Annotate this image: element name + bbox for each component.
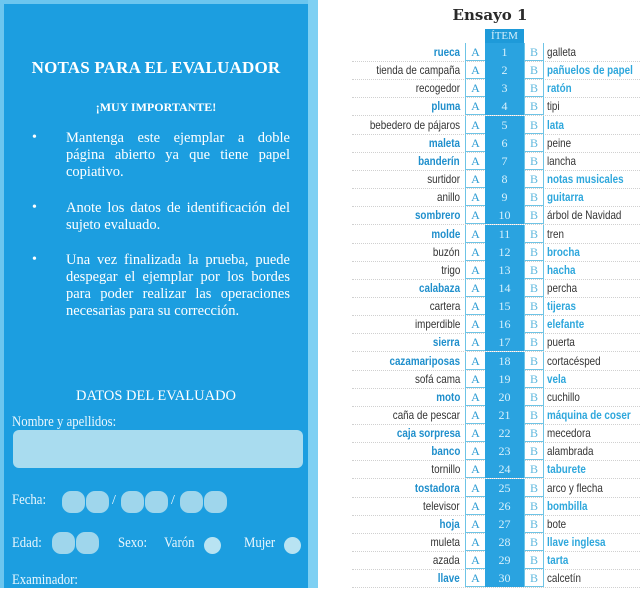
table-row	[352, 79, 640, 98]
date-separator: /	[171, 493, 175, 508]
option-b-word: tarta	[547, 553, 569, 568]
option-b-box[interactable]: B	[524, 333, 544, 351]
option-a-box[interactable]: A	[465, 515, 486, 533]
option-b-box[interactable]: B	[524, 188, 544, 206]
item-number: 4	[485, 97, 524, 115]
option-b-word: hacha	[547, 262, 576, 277]
option-a-word: hoja	[439, 516, 460, 531]
item-number: 7	[485, 152, 524, 170]
option-a-word: rueca	[433, 45, 460, 59]
item-number: 2	[485, 61, 524, 79]
option-b-word: guitarra	[547, 190, 584, 205]
item-number: 15	[485, 297, 524, 315]
evaluator-notes-inner	[4, 4, 308, 588]
option-b-box[interactable]: B	[524, 533, 544, 551]
important-subtitle: ¡MUY IMPORTANTE!	[95, 100, 217, 114]
option-a-word: surtidor	[427, 172, 460, 187]
option-b-box[interactable]: B	[524, 497, 544, 515]
option-b-box[interactable]: B	[524, 460, 544, 478]
examiner-label: Examinador:	[12, 572, 78, 588]
option-b-word: notas musicales	[547, 172, 624, 187]
option-a-box[interactable]: A	[465, 460, 486, 478]
option-a-word: imperdible	[414, 317, 460, 332]
item-number: 17	[485, 333, 524, 351]
option-b-box[interactable]: B	[524, 297, 544, 315]
option-a-word: bebedero de pájaros	[369, 117, 460, 132]
item-number: 16	[485, 315, 524, 333]
note-3: Una vez finalizada la prueba, puede despegar el ejemplar por los bordes para poder realizar las operaciones necesarias para su corrección.	[66, 252, 290, 319]
table-row	[352, 515, 640, 534]
option-b-box[interactable]: B	[524, 261, 544, 279]
table-row	[352, 497, 640, 516]
option-a-box[interactable]: A	[465, 569, 486, 587]
panel-edge	[308, 0, 318, 588]
item-number: 19	[485, 370, 524, 388]
option-a-box[interactable]: A	[465, 370, 486, 388]
option-b-word: taburete	[547, 462, 586, 477]
bullet-icon: •	[32, 252, 37, 267]
bullet-icon: •	[32, 130, 37, 145]
option-a-word: anillo	[437, 190, 460, 205]
option-b-box[interactable]: B	[524, 116, 544, 134]
option-a-box[interactable]: A	[465, 479, 486, 497]
option-b-word: pañuelos de papel	[547, 63, 633, 78]
date-separator: /	[112, 493, 116, 508]
option-a-word: sofá cama	[414, 371, 460, 386]
option-b-word: brocha	[547, 244, 580, 259]
item-number: 9	[485, 188, 524, 206]
table-row	[352, 116, 640, 135]
item-number: 26	[485, 497, 524, 515]
table-row	[352, 279, 640, 298]
option-b-word: cuchillo	[547, 389, 580, 404]
table-row	[352, 261, 640, 280]
option-a-box[interactable]: A	[465, 279, 486, 297]
item-number: 29	[485, 551, 524, 569]
option-b-word: peine	[547, 135, 572, 150]
option-a-word: muleta	[430, 535, 460, 550]
option-b-word: tren	[547, 226, 564, 241]
date-label: Fecha:	[12, 492, 47, 508]
option-b-box[interactable]: B	[524, 152, 544, 170]
item-number: 12	[485, 243, 524, 261]
item-column-header: ÍTEM	[485, 29, 524, 43]
name-field[interactable]	[13, 430, 303, 468]
option-b-word: cortacésped	[547, 353, 601, 368]
option-a-word: sierra	[433, 335, 460, 350]
option-a-box[interactable]: A	[465, 533, 486, 551]
option-b-box[interactable]: B	[524, 43, 544, 61]
option-a-box[interactable]: A	[465, 442, 486, 460]
option-a-word: trigo	[440, 262, 460, 277]
table-row	[352, 170, 640, 189]
note-1: Mantenga este ejemplar a doble página abierto ya que tiene papel copiativo.	[66, 130, 290, 180]
item-number: 13	[485, 261, 524, 279]
table-row	[352, 297, 640, 316]
option-a-box[interactable]: A	[465, 188, 486, 206]
table-row	[352, 61, 640, 80]
option-a-word: maleta	[428, 135, 460, 150]
sex-option-male-label: Varón	[164, 535, 195, 551]
table-row	[352, 152, 640, 171]
option-b-word: mecedora	[547, 426, 591, 441]
option-a-box[interactable]: A	[465, 497, 486, 515]
table-row	[352, 352, 640, 371]
option-a-word: cartera	[429, 299, 460, 314]
option-a-box[interactable]: A	[465, 352, 486, 370]
table-row	[352, 188, 640, 207]
option-a-box[interactable]: A	[465, 225, 486, 243]
option-b-word: árbol de Navidad	[547, 208, 622, 223]
option-b-box[interactable]: B	[524, 569, 544, 587]
option-b-word: galleta	[547, 45, 577, 59]
option-a-box[interactable]: A	[465, 43, 486, 61]
date-year-digit-1[interactable]	[180, 491, 203, 513]
table-row	[352, 424, 640, 443]
option-b-box[interactable]: B	[524, 370, 544, 388]
table-row	[352, 406, 640, 425]
sex-female-radio[interactable]	[284, 537, 301, 554]
table-row	[352, 569, 640, 588]
age-digit-1[interactable]	[52, 532, 75, 554]
option-b-word: bombilla	[547, 498, 588, 513]
option-a-word: tienda de campaña	[376, 63, 460, 78]
option-b-box[interactable]: B	[524, 388, 544, 406]
option-b-word: llave inglesa	[547, 535, 606, 550]
option-b-word: elefante	[547, 317, 585, 332]
item-number: 5	[485, 116, 524, 134]
option-a-word: azada	[433, 553, 460, 568]
option-a-word: buzón	[433, 244, 460, 259]
option-b-word: vela	[547, 371, 567, 386]
option-b-box[interactable]: B	[524, 97, 544, 115]
option-a-word: molde	[431, 226, 460, 241]
option-a-box[interactable]: A	[465, 315, 486, 333]
option-a-word: caña de pescar	[392, 408, 460, 422]
option-b-word: máquina de coser	[547, 408, 631, 422]
option-a-box[interactable]: A	[465, 79, 486, 97]
option-a-box[interactable]: A	[465, 406, 486, 424]
option-a-box[interactable]: A	[465, 261, 486, 279]
note-2: Anote los datos de identificación del sujeto evaluado.	[66, 200, 290, 233]
table-row	[352, 533, 640, 552]
option-b-box[interactable]: B	[524, 225, 544, 243]
evaluator-notes-panel	[0, 0, 318, 588]
table-row	[352, 97, 640, 116]
option-b-box[interactable]: B	[524, 279, 544, 297]
date-month-digit-1[interactable]	[121, 491, 144, 513]
section-title-evaluee: DATOS DEL EVALUADO	[75, 388, 237, 404]
age-digit-2[interactable]	[76, 532, 99, 554]
age-label: Edad:	[12, 535, 42, 551]
item-number: 18	[485, 352, 524, 370]
option-a-box[interactable]: A	[465, 424, 486, 442]
table-row	[352, 134, 640, 153]
option-b-word: alambrada	[547, 444, 594, 459]
table-row	[352, 206, 640, 225]
option-a-box[interactable]: A	[465, 116, 486, 134]
item-number: 1	[485, 43, 524, 61]
item-number: 14	[485, 279, 524, 297]
item-number: 11	[485, 225, 524, 243]
option-a-word: recogedor	[415, 81, 460, 96]
date-day-digit-2[interactable]	[86, 491, 109, 513]
table-row	[352, 333, 640, 352]
option-b-word: tipi	[547, 99, 560, 114]
option-b-box[interactable]: B	[524, 170, 544, 188]
notes-title: NOTAS PARA EL EVALUADOR	[31, 58, 281, 77]
option-b-box[interactable]: B	[524, 134, 544, 152]
table-row	[352, 388, 640, 407]
option-a-word: caja sorpresa	[396, 426, 460, 441]
option-b-word: arco y flecha	[547, 480, 603, 495]
table-row	[352, 43, 640, 62]
option-a-word: banderín	[418, 153, 460, 168]
option-b-word: puerta	[547, 335, 575, 350]
option-a-box[interactable]: A	[465, 297, 486, 315]
table-row	[352, 225, 640, 244]
option-b-word: percha	[547, 280, 578, 295]
table-row	[352, 442, 640, 461]
option-b-word: lata	[547, 117, 564, 132]
item-number: 24	[485, 460, 524, 478]
item-number: 20	[485, 388, 524, 406]
table-row	[352, 551, 640, 570]
item-number: 27	[485, 515, 524, 533]
option-b-box[interactable]: B	[524, 79, 544, 97]
table-row	[352, 243, 640, 262]
option-b-box[interactable]: B	[524, 442, 544, 460]
option-a-box[interactable]: A	[465, 333, 486, 351]
option-a-word: pluma	[431, 99, 460, 114]
option-a-box[interactable]: A	[465, 152, 486, 170]
option-a-word: moto	[435, 389, 460, 404]
table-row	[352, 370, 640, 389]
trial-title: Ensayo 1	[452, 6, 528, 24]
item-number: 22	[485, 424, 524, 442]
item-number: 25	[485, 479, 524, 497]
item-number: 3	[485, 79, 524, 97]
option-a-box[interactable]: A	[465, 551, 486, 569]
date-month-digit-2[interactable]	[145, 491, 168, 513]
option-a-box[interactable]: A	[465, 243, 486, 261]
option-a-word: tornillo	[431, 462, 460, 477]
option-a-word: banco	[431, 444, 460, 459]
option-b-box[interactable]: B	[524, 406, 544, 424]
option-a-box[interactable]: A	[465, 97, 486, 115]
name-label: Nombre y apellidos:	[12, 414, 117, 430]
item-number: 6	[485, 134, 524, 152]
date-day-digit-1[interactable]	[62, 491, 85, 513]
sex-option-female-label: Mujer	[244, 535, 276, 551]
sex-male-radio[interactable]	[204, 537, 221, 554]
option-b-box[interactable]: B	[524, 352, 544, 370]
option-b-word: tijeras	[547, 299, 576, 314]
option-a-word: tostadora	[415, 480, 460, 495]
option-a-box[interactable]: A	[465, 170, 486, 188]
option-a-box[interactable]: A	[465, 134, 486, 152]
option-b-box[interactable]: B	[524, 551, 544, 569]
option-b-box[interactable]: B	[524, 206, 544, 224]
table-row	[352, 479, 640, 498]
item-number: 21	[485, 406, 524, 424]
option-b-box[interactable]: B	[524, 243, 544, 261]
option-b-box[interactable]: B	[524, 515, 544, 533]
option-a-word: llave	[438, 571, 460, 586]
date-year-digit-2[interactable]	[204, 491, 227, 513]
option-b-box[interactable]: B	[524, 315, 544, 333]
option-a-word: cazamariposas	[389, 353, 460, 368]
option-a-box[interactable]: A	[465, 388, 486, 406]
option-b-word: lancha	[547, 153, 577, 168]
table-row	[352, 315, 640, 334]
option-b-word: bote	[547, 516, 567, 531]
table-row	[352, 460, 640, 479]
option-b-word: ratón	[547, 81, 572, 96]
item-number: 8	[485, 170, 524, 188]
item-number: 23	[485, 442, 524, 460]
option-b-box[interactable]: B	[524, 61, 544, 79]
option-a-word: televisor	[423, 498, 460, 513]
item-number: 28	[485, 533, 524, 551]
item-number: 30	[485, 569, 524, 587]
option-b-word: calcetín	[547, 571, 581, 586]
bullet-icon: •	[32, 200, 37, 215]
option-a-box[interactable]: A	[465, 61, 486, 79]
option-a-word: sombrero	[414, 208, 460, 223]
item-number: 10	[485, 206, 524, 224]
option-b-box[interactable]: B	[524, 479, 544, 497]
option-a-word: calabaza	[418, 280, 460, 295]
sex-label: Sexo:	[118, 535, 148, 551]
option-a-box[interactable]: A	[465, 206, 486, 224]
option-b-box[interactable]: B	[524, 424, 544, 442]
